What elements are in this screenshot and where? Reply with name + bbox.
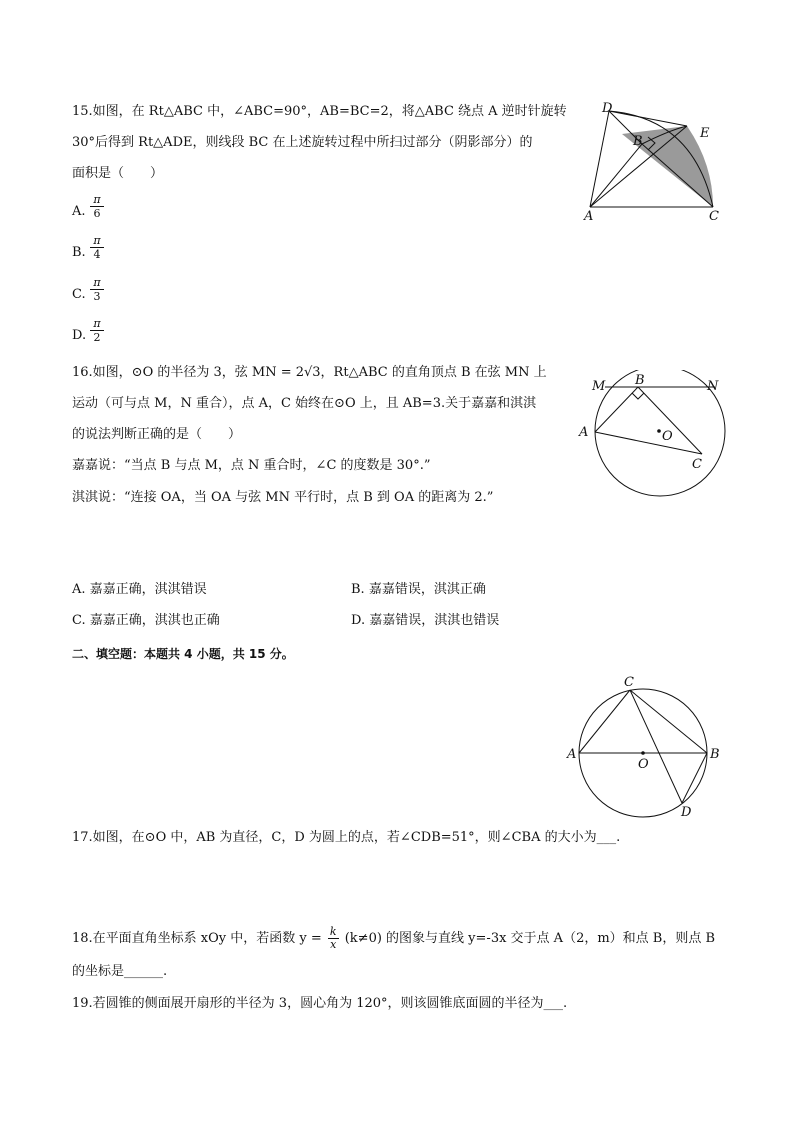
q16-line5: 淇淇说：“连接 OA，当 OA 与弦 MN 平行时，点 B 到 OA 的距离为 2.” bbox=[72, 490, 494, 505]
q15-segment-ab bbox=[590, 144, 642, 207]
q16-segment-ac bbox=[595, 432, 702, 454]
q16-line2: 运动（可与点 M，N 重合），点 A，C 始终在⊙O 上，且 AB=3.关于嘉嘉和淇淇 bbox=[72, 396, 537, 411]
q15-figure bbox=[582, 100, 732, 225]
q16-figure bbox=[575, 370, 735, 500]
q17-label-a: A bbox=[567, 747, 577, 762]
q18-line2: 的坐标是______. bbox=[72, 964, 168, 979]
q17-segment-ca bbox=[579, 690, 630, 753]
section-2-heading: 二、填空题：本题共 4 小题，共 15 分。 bbox=[72, 647, 294, 661]
q15-option-b-label: B. bbox=[72, 245, 86, 260]
q15-option-a-num: π bbox=[90, 193, 104, 207]
q19-text: 19.若圆锥的侧面展开扇形的半径为 3，圆心角为 120°，则该圆锥底面圆的半径为___. bbox=[72, 996, 568, 1011]
q17-label-o: O bbox=[638, 757, 649, 772]
q16-label-m: M bbox=[592, 379, 606, 394]
q17-segment-bd bbox=[682, 753, 707, 803]
q15-option-d-num: π bbox=[90, 317, 104, 331]
q18-fraction bbox=[328, 926, 339, 951]
q17-segment-cd bbox=[630, 690, 682, 803]
q18-text-after: (k≠0) 的图象与直线 y=-3x 交于点 A（2，m）和点 B，则点 B bbox=[344, 931, 716, 946]
q16-option-c: C. 嘉嘉正确，淇淇也正确 bbox=[72, 613, 220, 628]
q17-text: 17.如图，在⊙O 中，AB 为直径，C，D 为圆上的点，若∠CDB=51°，则∠CBA 的大小为___. bbox=[72, 830, 621, 845]
q17-segment-cb bbox=[630, 690, 707, 753]
q16-label-o: O bbox=[662, 429, 673, 444]
q16-line1: 16.如图，⊙O 的半径为 3，弦 MN = 2√3，Rt△ABC 的直角顶点 B 在弦 MN 上 bbox=[72, 365, 547, 380]
q15-option-d-label: D. bbox=[72, 328, 87, 343]
q15-label-e: E bbox=[700, 126, 710, 141]
q15-option-c-num: π bbox=[90, 276, 104, 290]
q16-option-b: B. 嘉嘉错误，淇淇正确 bbox=[351, 582, 486, 597]
q18-line1 bbox=[72, 926, 715, 951]
q15-option-b-den: 4 bbox=[93, 248, 101, 261]
q15-label-b: B bbox=[633, 134, 643, 149]
q16-label-n: N bbox=[707, 379, 719, 394]
q18-text-before: 18.在平面直角坐标系 xOy 中，若函数 y = bbox=[72, 931, 322, 946]
q18-fraction-num: k bbox=[329, 925, 337, 938]
q16-label-b: B bbox=[635, 373, 645, 388]
q16-line3: 的说法判断正确的是（ ） bbox=[72, 427, 242, 442]
q15-line2: 30°后得到 Rt△ADE，则线段 BC 在上述旋转过程中所扫过部分（阴影部分）的 bbox=[72, 135, 533, 150]
q15-line3: 面积是（ ） bbox=[72, 166, 164, 181]
q17-figure bbox=[565, 672, 725, 822]
q15-segment-de bbox=[609, 111, 687, 126]
q16-option-a: A. 嘉嘉正确，淇淇错误 bbox=[72, 582, 207, 597]
q15-line1: 15.如图，在 Rt△ABC 中，∠ABC=90°，AB=BC=2，将△ABC 绕点 A 逆时针旋转 bbox=[72, 104, 567, 119]
q16-right-angle-mark bbox=[632, 393, 644, 399]
q15-option-a-label: A. bbox=[72, 204, 86, 219]
q15-option-b-fraction bbox=[90, 234, 104, 261]
q15-option-b-num: π bbox=[90, 234, 104, 248]
q16-center-dot bbox=[657, 429, 661, 433]
q15-label-c: C bbox=[709, 209, 719, 224]
q16-line4: 嘉嘉说：“当点 B 与点 M，点 N 重合时，∠C 的度数是 30°.” bbox=[72, 458, 431, 473]
q15-label-a: A bbox=[584, 209, 594, 224]
q16-option-d: D. 嘉嘉错误，淇淇也错误 bbox=[351, 613, 500, 628]
q15-segment-ad bbox=[590, 111, 609, 207]
q15-option-c-den: 3 bbox=[93, 290, 101, 303]
q16-label-c: C bbox=[692, 457, 702, 472]
q15-option-c-label: C. bbox=[72, 287, 86, 302]
q15-label-d: D bbox=[602, 101, 613, 116]
q15-option-a-fraction bbox=[90, 193, 104, 220]
q15-option-c-fraction bbox=[90, 276, 104, 303]
q16-label-a: A bbox=[579, 425, 589, 440]
q18-fraction-den: x bbox=[330, 938, 337, 951]
q17-center-dot bbox=[641, 751, 645, 755]
q17-label-c: C bbox=[624, 675, 634, 690]
q17-label-d: D bbox=[681, 805, 692, 820]
q15-option-d-den: 2 bbox=[93, 331, 101, 344]
q15-option-a-den: 6 bbox=[93, 207, 101, 220]
q17-label-b: B bbox=[710, 747, 720, 762]
q15-option-d-fraction bbox=[90, 317, 104, 344]
q16-circle bbox=[595, 370, 725, 496]
